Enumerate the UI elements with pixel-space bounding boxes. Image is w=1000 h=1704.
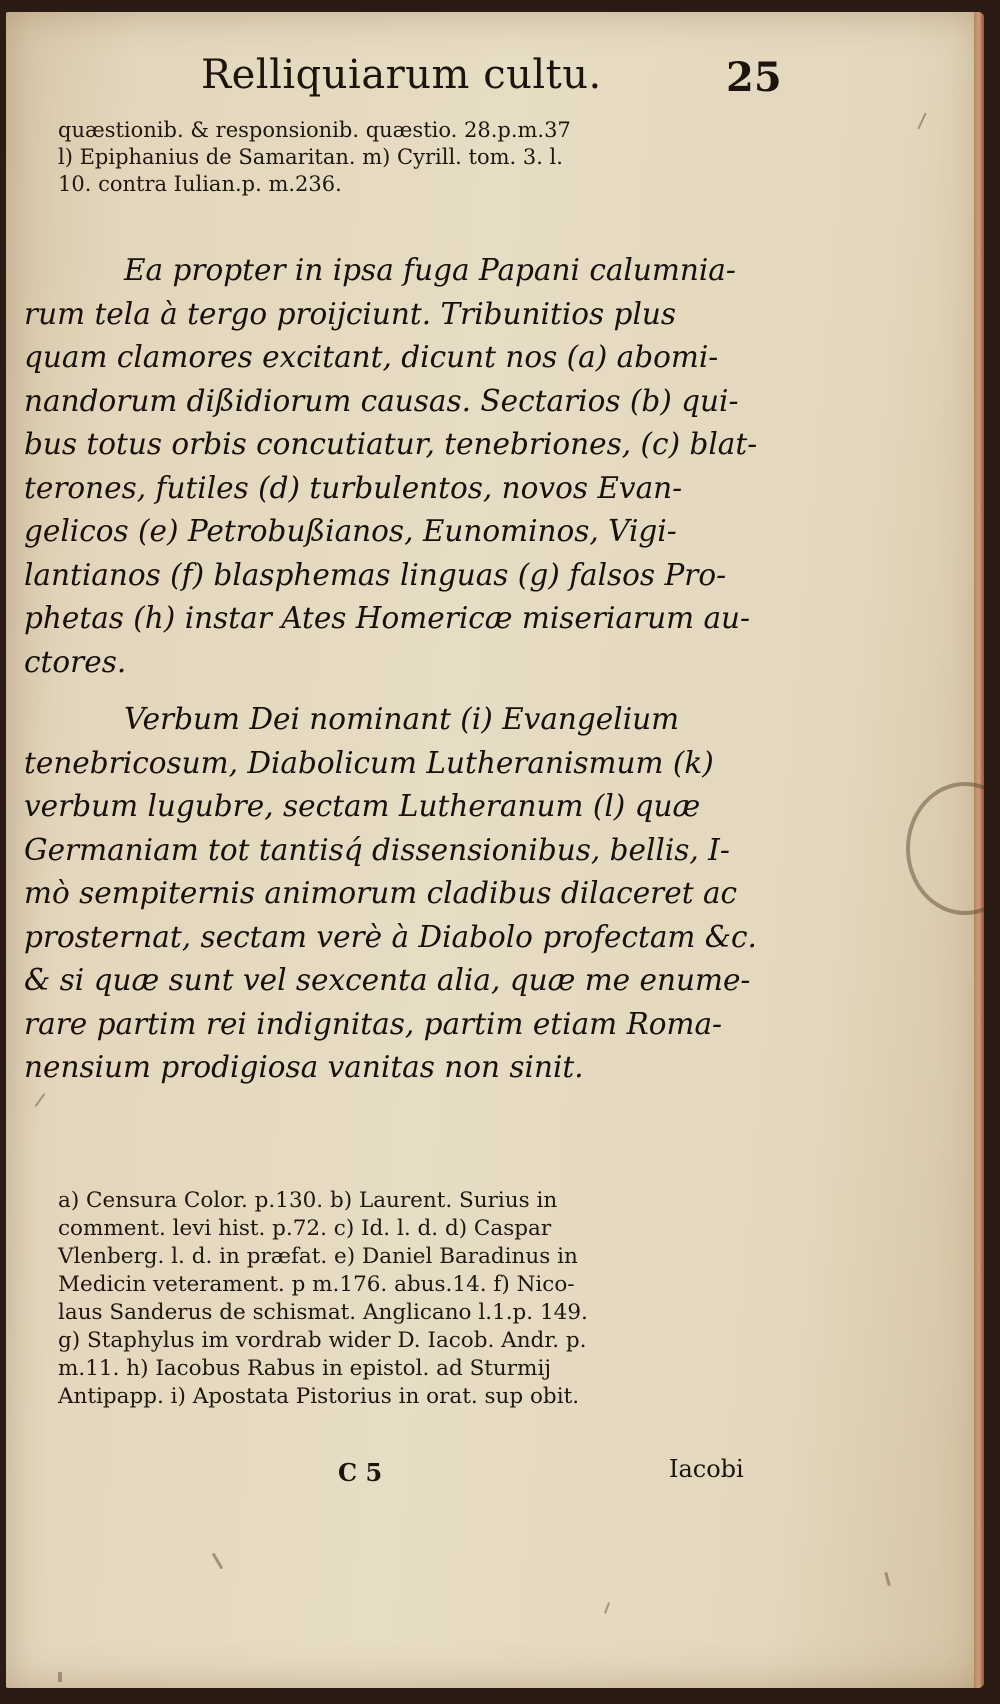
text-line: Verbum Dei nominant (i) Evangelium	[124, 702, 680, 736]
paper-speck	[35, 1093, 46, 1107]
paper-speck	[212, 1552, 224, 1569]
text-line: Germaniam tot tantisq́ dissensionibus, bellis, I-	[24, 832, 730, 867]
text-line: tenebricosum, Diabolicum Lutheranismum (k)	[24, 745, 714, 780]
paper-speck	[917, 112, 926, 129]
footnote-line: a) Censura Color. p.130. b) Laurent. Surius in	[58, 1188, 558, 1213]
text-line: prosternat, sectam verè à Diabolo profectam &c.	[24, 919, 757, 954]
text-line: phetas (h) instar Ates Homericæ miseriarum au-	[24, 601, 751, 635]
footnote-line: m.11. h) Iacobus Rabus in epistol. ad Sturmij	[58, 1356, 551, 1381]
paper-speck	[58, 1672, 62, 1682]
main-text	[24, 249, 774, 1090]
text-line: verbum lugubre, sectam Lutheranum (l) quæ	[24, 789, 701, 823]
text-line: bus totus orbis concutiatur, tenebriones, (c) blat-	[24, 427, 758, 461]
footnote-line: Antipapp. i) Apostata Pistorius in orat. sup obit.	[58, 1384, 580, 1409]
running-title: Relliquiarum cultu.	[201, 52, 602, 98]
text-line: nandorum dißidiorum causas. Sectarios (b) qui-	[24, 383, 739, 418]
paper-speck	[604, 1602, 610, 1614]
footnote-line: laus Sanderus de schismat. Anglicano l.1.p. 149.	[58, 1300, 588, 1325]
paper-speck	[884, 1572, 891, 1586]
clasp-ring-impression	[906, 782, 984, 915]
footnote-line: g) Staphylus im vordrab wider D. Iacob. Andr. p.	[58, 1328, 587, 1353]
paragraph-2	[24, 698, 774, 1090]
paragraph-gap	[24, 684, 774, 698]
text-line: gelicos (e) Petrobußianos, Eunominos, Vigi-	[24, 514, 677, 548]
top-notes	[58, 117, 571, 198]
top-note-line: 10. contra Iulian.p. m.236.	[58, 172, 342, 196]
footnote-line: Vlenberg. l. d. in præfat. e) Daniel Baradinus in	[58, 1244, 578, 1269]
text-line: nensium prodigiosa vanitas non sinit.	[24, 1050, 584, 1084]
paragraph-1	[24, 249, 774, 684]
page-number: 25	[726, 54, 782, 101]
signature-mark: C 5	[338, 1458, 383, 1487]
top-note-line: quæstionib. & responsionib. quæstio. 28.p.m.37	[58, 118, 571, 142]
footnote-line: comment. levi hist. p.72. c) Id. l. d. d) Caspar	[58, 1216, 552, 1241]
text-line: Ea propter in ipsa fuga Papani calumnia-	[124, 253, 736, 287]
footnote-line: Medicin veterament. p m.176. abus.14. f) Nico-	[58, 1272, 575, 1297]
running-head	[6, 52, 984, 112]
footnotes	[58, 1187, 588, 1411]
book-leaf	[6, 12, 984, 1688]
text-line: & si quæ sunt vel sexcenta alia, quæ me enume-	[24, 963, 751, 997]
text-line: lantianos (f) blasphemas linguas (g) falsos Pro-	[24, 557, 727, 592]
text-line: ctores.	[24, 644, 127, 679]
text-line: rare partim rei indignitas, partim etiam Roma-	[24, 1006, 723, 1041]
text-line: rum tela à tergo proijciunt. Tribunitios plus	[24, 296, 677, 331]
text-line: terones, futiles (d) turbulentos, novos Evan-	[24, 470, 683, 505]
catchword: Iacobi	[669, 1455, 744, 1483]
top-note-line: l) Epiphanius de Samaritan. m) Cyrill. tom. 3. l.	[58, 145, 563, 169]
text-line: quam clamores excitant, dicunt nos (a) abomi-	[24, 340, 719, 374]
text-line: mò sempiternis animorum cladibus dilaceret ac	[24, 876, 738, 910]
